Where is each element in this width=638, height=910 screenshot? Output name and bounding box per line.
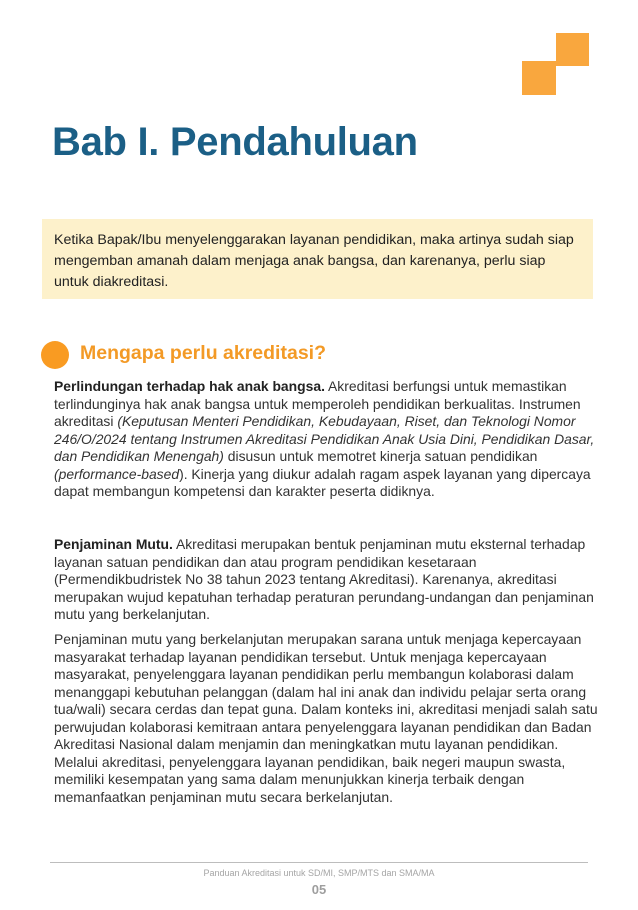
footer-divider xyxy=(50,862,588,863)
paragraph-italic-reference: (Keputusan Menteri Pendidikan, Kebudayaan, Riset, dan Teknologi Nomor 246/O/2024 tentang Instrumen Akreditasi Pendidikan Anak Usia Dini, Pendidikan Dasar, dan Pendidikan Menengah) xyxy=(54,413,595,464)
page-number: 05 xyxy=(311,882,327,897)
section-bullet-icon xyxy=(41,341,69,369)
decorative-square-bottom xyxy=(522,61,556,95)
paragraph-lead: Penjaminan Mutu. xyxy=(54,536,173,552)
paragraph-italic-term: (performance-based xyxy=(54,465,180,482)
paragraph-text: disusun untuk memotret kinerja satuan pendidikan xyxy=(223,448,538,464)
paragraph-text: Akreditasi merupakan bentuk penjaminan mutu eksternal terhadap layanan satuan pendidikan dan atau program pendidikan kesetaraan (Permendikbudristek No 38 tahun 2023 tentang Akreditasi). Karenanya, akreditasi merupakan wujud kepatuhan terhadap peraturan perundang-undangan dan penjaminan mutu yang berkelanjutan. xyxy=(54,536,594,622)
footer-caption: Panduan Akreditasi untuk SD/MI, SMP/MTS dan SMA/MA xyxy=(203,868,435,878)
paragraph-berkelanjutan xyxy=(54,631,602,806)
decorative-square-top xyxy=(556,33,589,66)
intro-callout-box xyxy=(42,219,593,299)
paragraph-text: ). Kinerja yang diukur adalah ragam aspek layanan yang dipercaya dapat membangun kompetensi dan karakter peserta didiknya. xyxy=(54,465,591,499)
paragraph-text: Penjaminan mutu yang berkelanjutan merupakan sarana untuk menjaga kepercayaan masyarakat terhadap layanan pendidikan tersebut. Untuk menjaga kepercayaan masyarakat, penyelenggara layanan pendidikan perlu membangun kolaborasi dalam menanggapi kebutuhan pelanggan (dalam hal ini anak dan individu pelajar serta orang tua/wali) secara cerdas dan tepat guna. Dalam konteks ini, akreditasi menjadi salah satu perwujudan kolaborasi kemitraan antara penyelenggara layanan pendidikan dan Badan Akreditasi Nasional dalam menjamin dan meningkatkan mutu layanan pendidikan. Melalui akreditasi, penyelenggara layanan pendidikan, baik negeri maupun swasta, memiliki kesempatan yang sama dalam menunjukkan kinerja terbaik dengan memanfaatkan penjaminan mutu secara berkelanjutan. xyxy=(54,631,598,805)
paragraph-lead: Perlindungan terhadap hak anak bangsa. xyxy=(54,378,325,394)
section-title: Mengapa perlu akreditasi? xyxy=(80,342,326,364)
paragraph-penjaminan-mutu xyxy=(54,536,602,624)
intro-callout-text: Ketika Bapak/Ibu menyelenggarakan layanan pendidikan, maka artinya sudah siap mengemban amanah dalam menjaga anak bangsa, dan karenanya, perlu siap untuk diakreditasi. xyxy=(54,232,574,290)
chapter-title: Bab I. Pendahuluan xyxy=(52,120,418,164)
paragraph-hak-anak xyxy=(54,378,602,501)
paragraph-text: Akreditasi berfungsi untuk memastikan terlindunginya hak anak bangsa untuk memperoleh pendidikan berkualitas. Instrumen akreditasi xyxy=(54,378,581,429)
